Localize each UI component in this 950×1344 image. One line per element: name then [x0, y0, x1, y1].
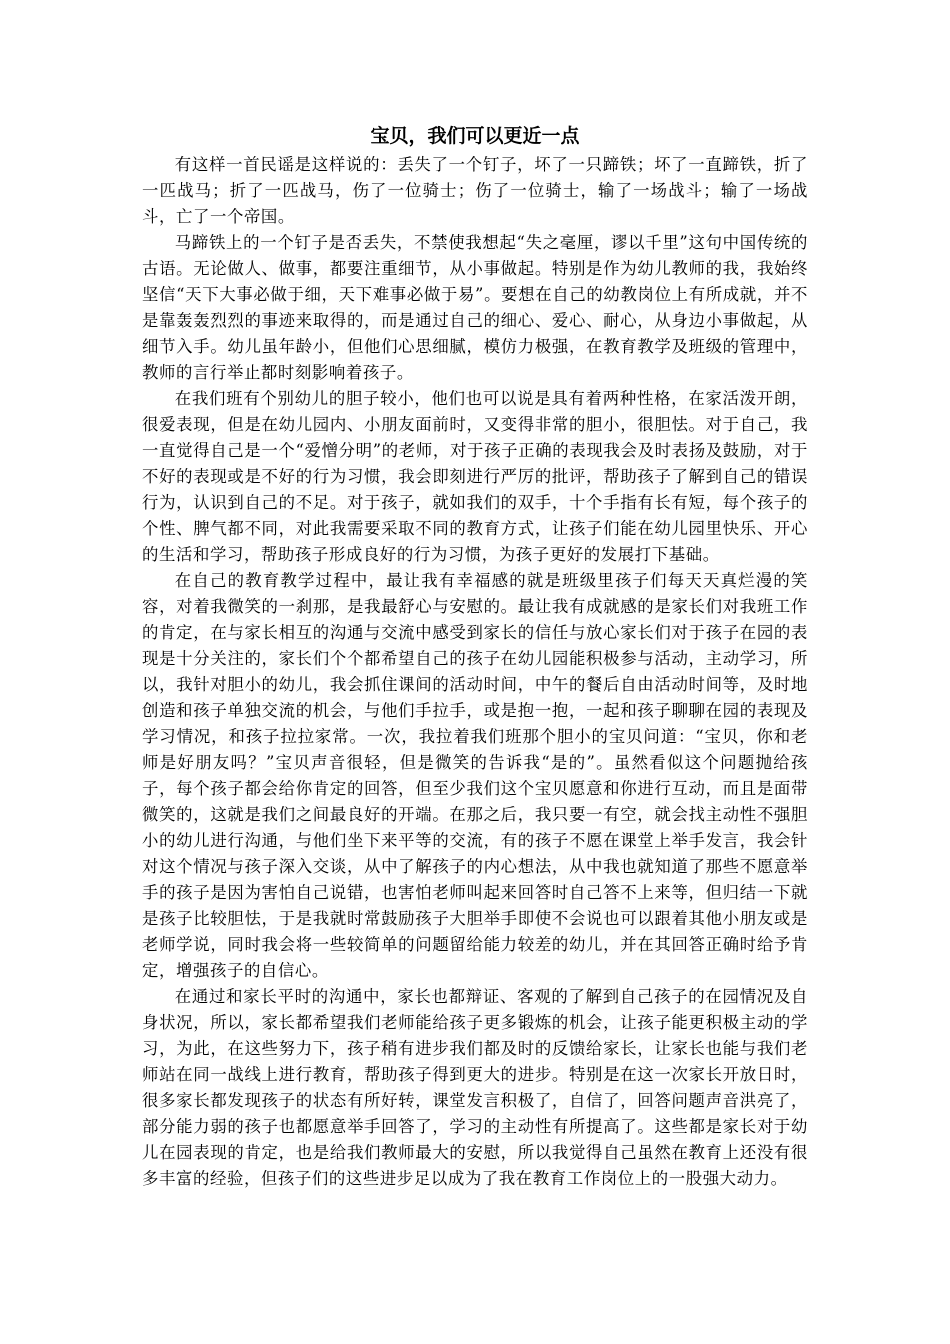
document-title: 宝贝，我们可以更近一点: [370, 125, 580, 147]
paragraph-5: 在通过和家长平时的沟通中，家长也都辩证、客观的了解到自己孩子的在园情况及自身状况，所以，家长都希望我们老师能给孩子更多锻炼的机会，让孩子能更积极主动的学习，为此，在这些努力下，孩子稍有进步我们都及时的反馈给家长，让家长也能与我们老师站在同一战线上进行教育，帮助孩子得到更大的进步。特别是在这一次家长开放日时，很多家长都发现孩子的状态有所好转，课堂发言积极了，自信了，回答问题声音洪亮了，部分能力弱的孩子也都愿意举手回答了，学习的主动性有所提高了。这些都是家长对于幼儿在园表现的肯定，也是给我们教师最大的安慰，所以我觉得自己虽然在教育上还没有很多丰富的经验，但孩子们的这些进步足以成为了我在教育工作岗位上的一股强大动力。: [142, 987, 808, 1188]
document-page: [142, 120, 808, 1192]
paragraph-3: 在我们班有个别幼儿的胆子较小，他们也可以说是具有着两种性格，在家活泼开朗，很爱表现，但是在幼儿园内、小朋友面前时，又变得非常的胆小，很胆怯。对于自己，我一直觉得自己是一个“爱憎分明”的老师，对于孩子正确的表现我会及时表扬及鼓励，对于不好的表现或是不好的行为习惯，我会即刻进行严厉的批评，帮助孩子了解到自己的错误行为，认识到自己的不足。对于孩子，就如我们的双手，十个手指有长有短，每个孩子的个性、脾气都不同，对此我需要采取不同的教育方式，让孩子们能在幼儿园里快乐、开心的生活和学习，帮助孩子形成良好的行为习惯，为孩子更好的发展打下基础。: [142, 389, 808, 564]
paragraph-1: 有这样一首民谣是这样说的：丢失了一个钉子，坏了一只蹄铁；坏了一直蹄铁，折了一匹战马；折了一匹战马，伤了一位骑士；伤了一位骑士，输了一场战斗；输了一场战斗，亡了一个帝国。: [142, 155, 808, 226]
paragraph-2: 马蹄铁上的一个钉子是否丢失，不禁使我想起“失之毫厘，谬以千里”这句中国传统的古语。无论做人、做事，都要注重细节，从小事做起。特别是作为幼儿教师的我，我始终坚信“天下大事必做于细，天下难事必做于易”。要想在自己的幼教岗位上有所成就，并不是靠轰轰烈烈的事迹来取得的，而是通过自己的细心、爱心、耐心，从身边小事做起，从细节入手。幼儿虽年龄小，但他们心思细腻，模仿力极强，在教育教学及班级的管理中，教师的言行举止都时刻影响着孩子。: [142, 233, 808, 382]
paragraph-4: 在自己的教育教学过程中，最让我有幸福感的就是班级里孩子们每天天真烂漫的笑容，对着我微笑的一刹那，是我最舒心与安慰的。最让我有成就感的是家长们对我班工作的肯定，在与家长相互的沟通与交流中感受到家长的信任与放心家长们对于孩子在园的表现是十分关注的，家长们个个都希望自己的孩子在幼儿园能积极参与活动，主动学习，所以，我针对胆小的幼儿，我会抓住课间的活动时间，中午的餐后自由活动时间等，及时地创造和孩子单独交流的机会，与他们手拉手，或是抱一抱，一起和孩子聊聊在园的表现及学习情况，和孩子拉拉家常。一次，我拉着我们班那个胆小的宝贝问道：“宝贝，你和老师是好朋友吗？”宝贝声音很轻，但是微笑的告诉我“是的”。虽然看似这个问题抛给孩子，每个孩子都会给你肯定的回答，但至少我们这个宝贝愿意和你进行互动，而且是面带微笑的，这就是我们之间最良好的开端。在那之后，我只要一有空，就会找主动性不强胆小的幼儿进行沟通，与他们坐下来平等的交流，有的孩子不愿在课堂上举手发言，我会针对这个情况与孩子深入交谈，从中了解孩子的内心想法，从中我也就知道了那些不愿意举手的孩子是因为害怕自己说错，也害怕老师叫起来回答时自己答不上来等，但归结一下就是孩子比较胆怯，于是我就时常鼓励孩子大胆举手即使不会说也可以跟着其他小朋友或是老师学说，同时我会将一些较简单的问题留给能力较差的幼儿，并在其回答正确时给予肯定，增强孩子的自信心。: [142, 571, 808, 980]
